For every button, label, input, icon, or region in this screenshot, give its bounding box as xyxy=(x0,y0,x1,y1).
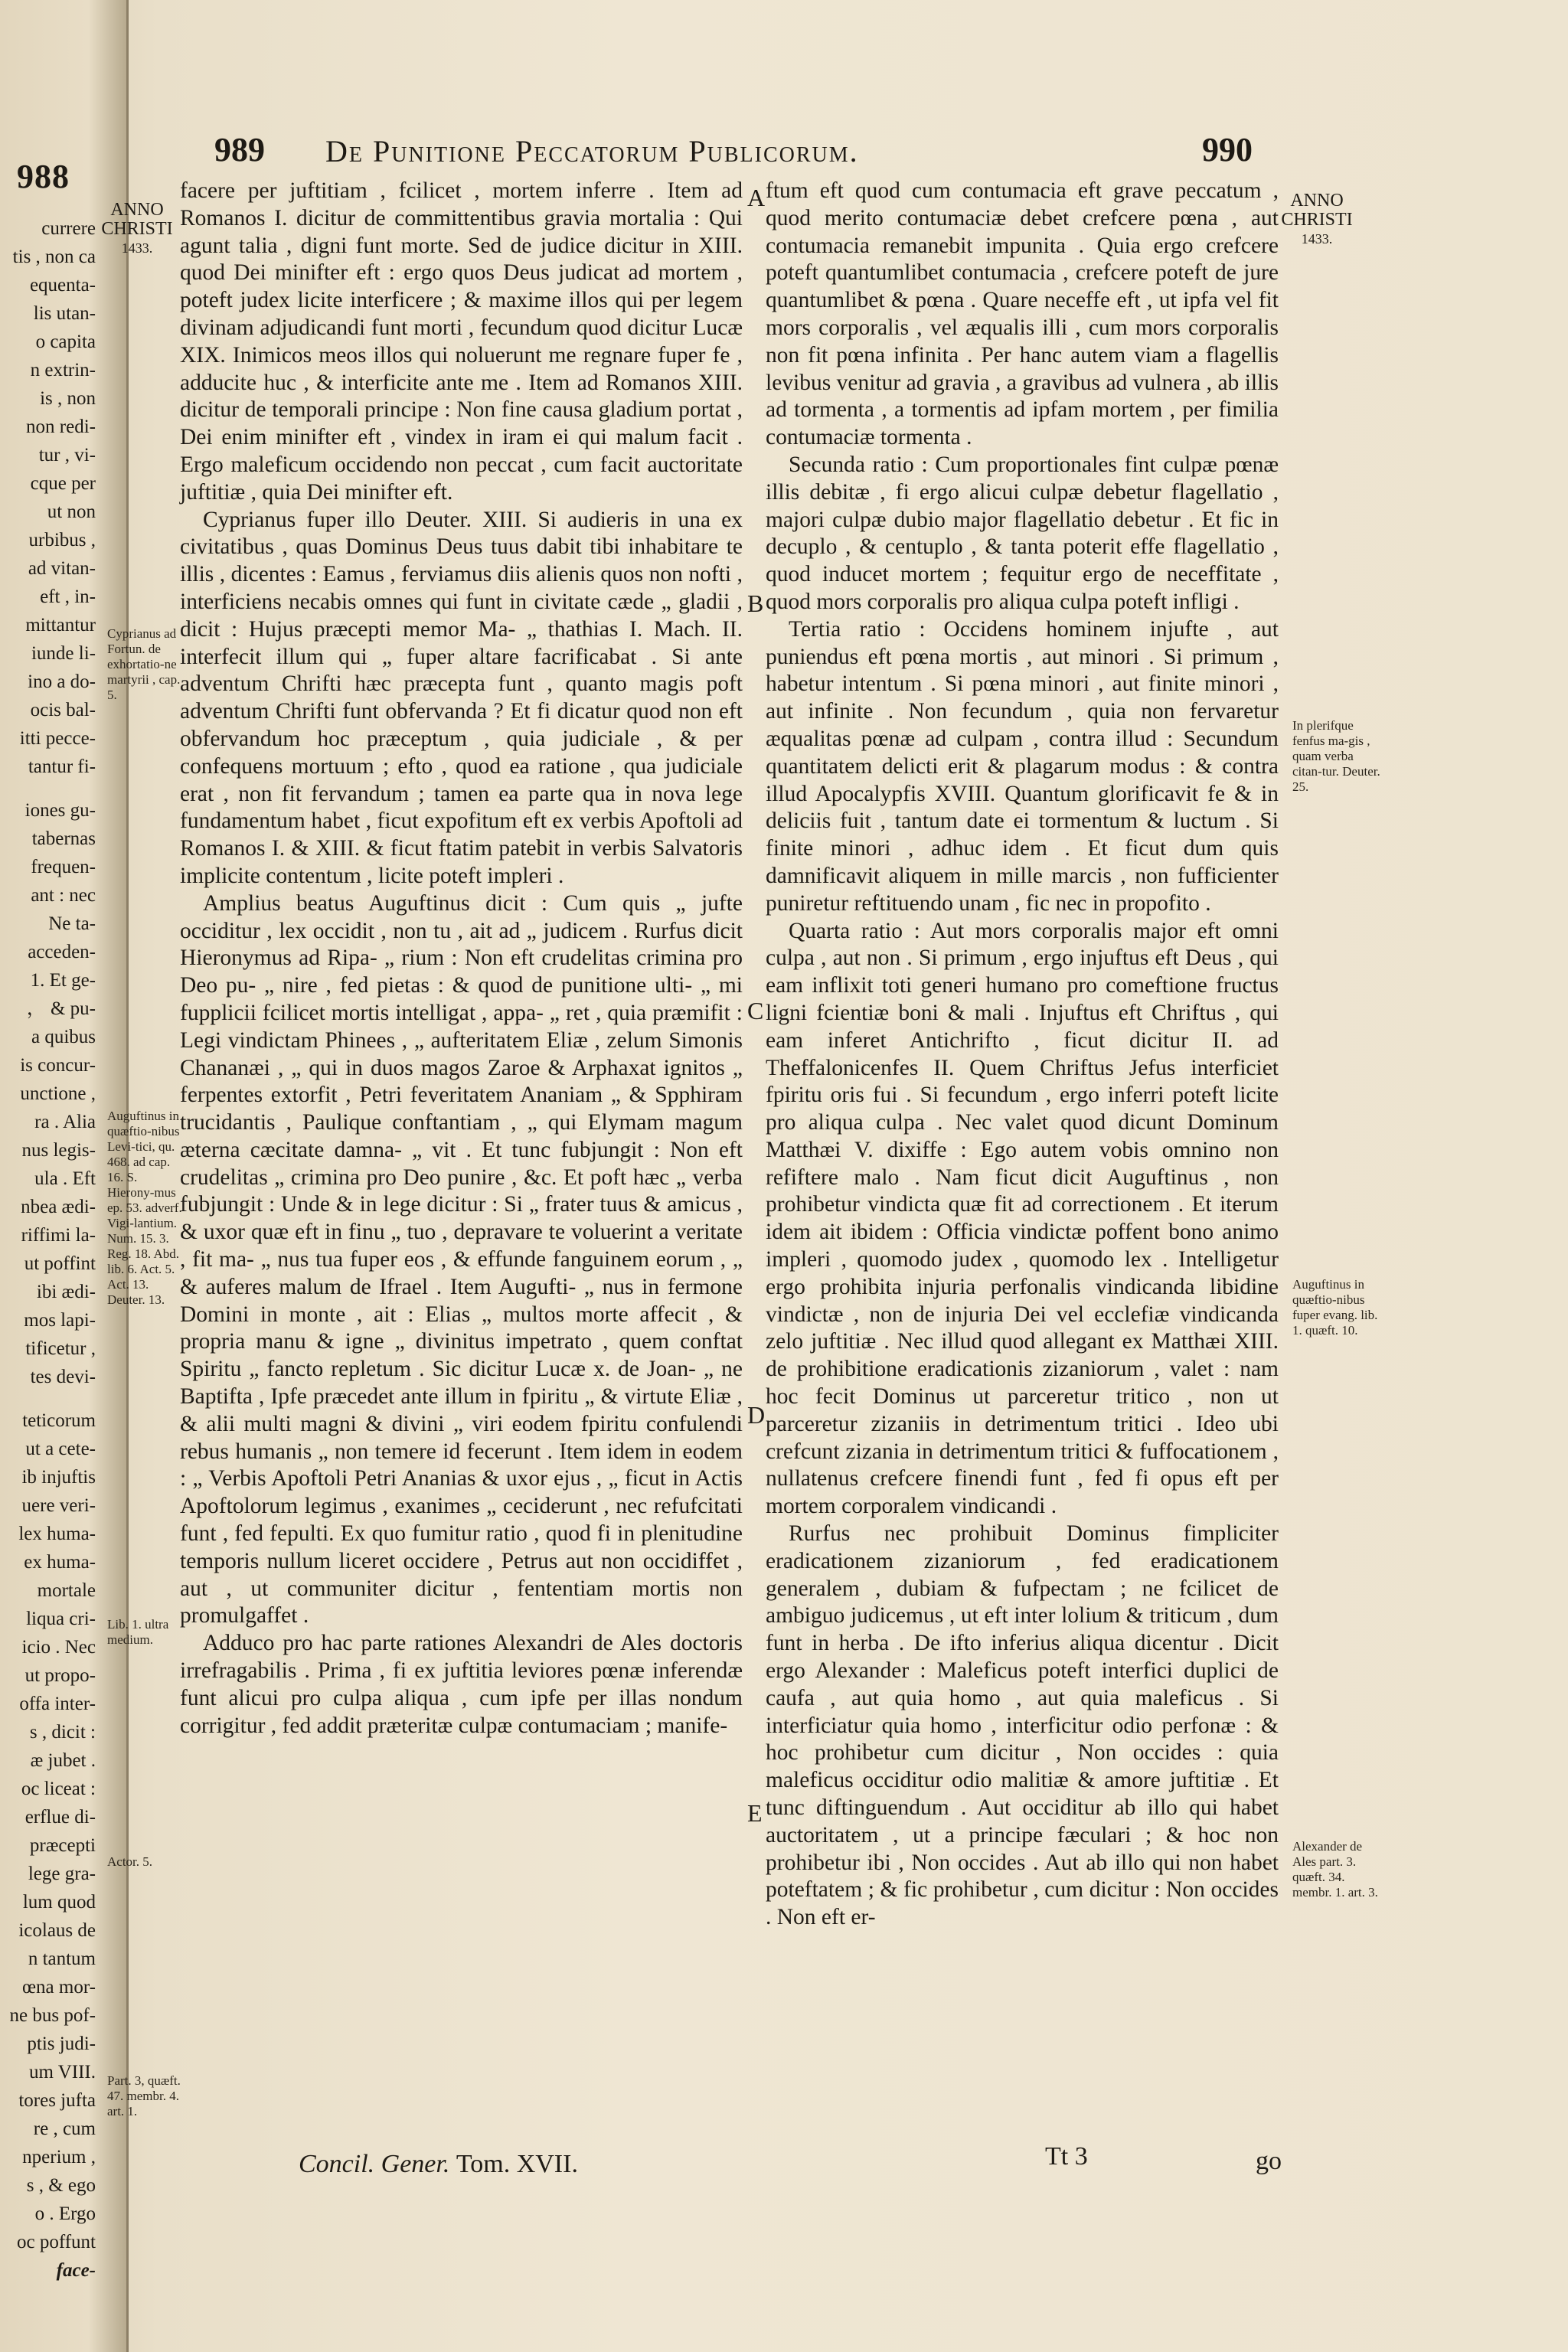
fragment-line: urbibus , xyxy=(28,530,96,550)
fragment-line: mortale xyxy=(37,1580,96,1601)
fragment-line: ino a do- xyxy=(28,671,96,692)
fragment-line: s , dicit : xyxy=(29,1722,96,1743)
paragraph: Cyprianus fuper illo Deuter. XIII. Si audieris in una ex civitatibus , quas Dominus Deus tuus dabit tibi inhabitare te illis , dicentes : Eamus , ferviamus diis alienis quos non nofti , interficiens necabis omnes qui funt in civitate cæde „ gladii , dicit : Hujus præcepti memor Ma- „ thathias I. Mach. II. interfecit illum qui „ fuper altare facrificabat . Si ante adventum Chrifti hæc præcepta funt , quanto magis poft adventum Chrifti funt obfervanda ? Et fi dicatur quod non eft obfervandum hoc præceptum , quia judiciale , & per confequens mortuum ; efto , quod ea ratione , qua judiciale erat , non fit fervandum ; tamen ea parte qua in nova lege fundamentum habet , ficut expofitum eft ex verbis Apoftoli ad Romanos I. & XIII. & ficut ftatim patebit in verbis Salvatoris implicite contentum , licite poteft impleri . xyxy=(180,507,743,888)
fragment-line: unctione , xyxy=(20,1083,96,1104)
fragment-line: ut a cete- xyxy=(25,1439,96,1459)
fragment-line: icio . Nec xyxy=(21,1637,96,1658)
fragment-line: erflue di- xyxy=(24,1807,96,1828)
fragment-line: a quibus xyxy=(31,1027,96,1047)
page-number-left: 989 xyxy=(214,131,265,168)
anno-christi-right xyxy=(1275,191,1359,249)
fragment-line: ula . Eft xyxy=(34,1168,96,1189)
fragment-line: is , non xyxy=(40,388,96,409)
anno-year: 1433. xyxy=(121,240,153,256)
fragment-line: tificetur , xyxy=(25,1338,96,1359)
fragment-line: lum quod xyxy=(22,1892,96,1913)
fragment-line: itti pecce- xyxy=(19,728,96,749)
fragment-line: teticorum xyxy=(22,1410,96,1431)
fragment-line: o . Ergo xyxy=(34,2203,96,2224)
paragraph: Amplius beatus Auguftinus dicit : Cum quis „ jufte occiditur , lex occidit , non tu , ait ad „ judicem . Rurfus dicit Hieronymus ad Ripa- „ rium : Non eft crudelitas crimina pro Deo pu- „ nire , fed pietas : & quod de punitione ulti- „ mi fupplicii fcilicet mortis intelligat , appa- „ ret , quia præmifit : Legi vindictam Phinees , „ aufteritatem Eliæ , zelum Simonis Chananæi , „ qui in duos magos Zaroe & Arphaxat ignitos „ ferpentes extorfit , Petri feveritatem Ananiam „ & Spphiram trucidantis , Paulique conftantiam , „ qui Elymam magum æterna cæcitate damna- „ vit . Et tunc fubjungit : Non eft crudelitas „ crimina pro Deo punire , &c. Et poft hæc „ verba fubjungit : Unde & in lege dicitur : Si „ frater tuus & amicus , & uxor quæ eft in finu „ tuo , depravare te voluerint a veritate , fit ma- „ nus tua fuper eos , & effunde fanguinem eorum , „ & auferes malum de Ifrael . Item Augufti- „ nus in fermone Domini in monte , ait : Elias „ multos morte affecit , & propria manu & igne „ divinitus impetrato , quem conftat Spiritu „ fancto repletum . Sic dicitur Lucæ x. de Joan- „ ne Baptifta , Ipfe præcedet ante illum in fpiritu „ & virtute Eliæ , & alii multi magni & divini „ viri eodem fpiritu confulendi rebus humanis „ non temere id fecerunt . Item idem in eodem : „ Verbis Apoftoli Petri Ananias & uxor ejus , „ ficut in Actis Apoftolorum legimus , exanimes „ ceciderunt , nec refufcitati funt , fed fepulti. Ex quo fumitur ratio , quod fi in plenitudine temporis nullum liceret occidere , Petrus aut non occidiffet , aut , ut communiter dicitur , fententiam mortis non promulgaffet . xyxy=(180,890,743,1628)
fragment-line: s , & ego xyxy=(26,2175,96,2196)
fragment-line: tores jufta xyxy=(18,2090,96,2111)
source-volume: Tom. XVII. xyxy=(456,2150,578,2178)
fragment-line: ut propo- xyxy=(24,1665,96,1686)
fragment-line: ocis bal- xyxy=(30,700,96,720)
fragment-line: œna mor- xyxy=(22,1977,96,1998)
fragment-line: equenta- xyxy=(29,275,96,296)
fragment-line: ne bus pof- xyxy=(9,2005,96,2026)
fragment-line: tis , non ca xyxy=(12,247,96,267)
fragment-line: ex huma- xyxy=(24,1552,96,1573)
fragment-line: ib injuftis xyxy=(21,1467,96,1488)
fragment-line: mos lapi- xyxy=(24,1310,96,1331)
anno-label: ANNO xyxy=(110,200,164,220)
fragment-line: lis utan- xyxy=(33,303,96,324)
fragment-line: mittantur xyxy=(25,615,96,635)
fragment-line: lege gra- xyxy=(28,1864,96,1884)
fragment-line: currere xyxy=(41,218,96,239)
catchword: go xyxy=(1256,2147,1282,2175)
fragment-line: eft , in- xyxy=(40,586,96,607)
paragraph: ftum eft quod cum contumacia eft grave peccatum , quod merito contumaciæ debet crefcere pœna , aut contumacia remanebit impunita . Quia ergo crefcere poteft quantumlibet contumacia , crefcere poteft de jure quantumlibet & pœna . Quare neceffe eft , ut ipfa vel fit mors corporalis , vel æqualis illi , cum mors corporalis non fit pœna infinita . Per hanc autem viam a flagellis levibus venitur ad gravia , a gravibus ad vulnera , ab illis ad tormenta , a tormentis ad ipfam mortem , per fimilia contumaciæ tormenta . xyxy=(766,178,1279,450)
fragment-line: tur , vi- xyxy=(38,445,96,466)
margin-note: Alexander de Ales part. 3. quæft. 34. membr. 1. art. 3. xyxy=(1292,1839,1378,1900)
fragment-line: nbea ædi- xyxy=(21,1197,96,1217)
margin-note: In plerifque fenfus ma-gis , quam verba citan-tur. Deuter. 25. xyxy=(1292,718,1380,794)
fragment-line: præcepti xyxy=(29,1835,96,1856)
fragment-line xyxy=(0,781,96,796)
left-page-fragment xyxy=(0,214,96,2285)
left-page-number: 988 xyxy=(17,158,70,195)
fragment-line: oc liceat : xyxy=(21,1779,96,1799)
right-text-column xyxy=(766,178,1279,1932)
fragment-line: n tantum xyxy=(28,1949,96,1969)
fragment-line: nus legis- xyxy=(21,1140,96,1161)
fragment-line: ut non xyxy=(47,501,96,522)
paragraph: facere per juftitiam , fcilicet , mortem inferre . Item ad Romanos I. dicitur de committentibus gravia mortalia : Qui agunt talia , digni funt morte. Sed de judice dicitur in XIII. quod Dei minifter eft : ergo quos Deus judicat ad mortem , poteft judex licite interficere ; & maxime illos qui per legem divinam adjudicandi funt morti , fecundum quod dicitur Lucæ XIX. Inimicos meos illos qui noluerunt me regnare fuper fe , adducite huc , & interficite ante me . Item ad Romanos XIII. dicitur de temporali principe : Non fine causa gladium portat , Dei enim minifter eft , vindex in iram ei qui malum facit . Ergo maleficum occidendo non peccat , cum facit auctoritate juftitiæ , quia Dei minifter eft. xyxy=(180,178,743,505)
margin-note: Part. 3, quæft. 47. membr. 4. art. 1. xyxy=(107,2073,181,2118)
christi-label: CHRISTI xyxy=(101,219,173,239)
fragment-line: n extrin- xyxy=(30,360,96,381)
fragment-line: ptis judi- xyxy=(27,2034,96,2054)
fragment-line: ant : nec xyxy=(31,885,96,906)
fragment-line: iunde li- xyxy=(31,643,96,664)
source-title: Concil. Gener. xyxy=(299,2150,450,2178)
fragment-line: iones gu- xyxy=(24,800,96,821)
fragment-line: non redi- xyxy=(26,416,96,437)
fragment-line: nperium , xyxy=(22,2147,96,2167)
fragment-line: cque per xyxy=(30,473,96,494)
christi-label: CHRISTI xyxy=(1281,210,1353,230)
margin-note: Actor. 5. xyxy=(107,1854,153,1869)
signature-mark: Tt 3 xyxy=(1045,2142,1088,2171)
paragraph: Rurfus nec prohibuit Dominus fimpliciter eradicationem zizaniorum , fed eradicationem generalem , dubiam & fufpectam ; ne fcilicet de ambiguo judicemus , ut eft inter lolium & triticum , dum funt in herba . De ifto inferius aliqua dicentur . Dicit ergo Alexander : Maleficus poteft interfici duplici de caufa , aut quia homo , aut quia maleficus . Si interficiatur quia homo , interficitur odio perfonæ : & hoc prohibetur cum dicitur , Non occides : quia maleficus occiditur odio malitiæ & amore juftitiæ . Et tunc diftinguendum . Aut occiditur ab illo qui habet auctoritatem , ut a principe fæculari ; & hoc non prohibetur ibi , Non occides . Aut ab illo qui non habet poteftatem ; & fic prohibetur , cum dicitur : Non occides . Non eft er- xyxy=(766,1521,1279,1930)
paragraph: Adduco pro hac parte rationes Alexandri de Ales doctoris irrefragabilis . Prima , fi ex juftitia leviores pœnæ inferendæ funt alicui pro culpa aliqua , cum ipfe per illas nondum corrigitur , fed addit præteritæ culpæ contumaciam ; manife- xyxy=(180,1631,743,1738)
margin-note: Auguftinus in quæftio-nibus Levi-tici, qu. 468. ad cap. 16. S. Hierony-mus ep. 53. adverf. Vigi-lantium. Num. 15. 3. Reg. 18. Abd. lib. 6. Act. 5. Act. 13. Deuter. 13. xyxy=(107,1109,182,1307)
fragment-line: is concur- xyxy=(20,1055,96,1076)
section-letter: C xyxy=(747,997,764,1024)
running-header xyxy=(130,130,1263,176)
fragment-line: acceden- xyxy=(28,942,96,962)
fragment-catchword: face- xyxy=(56,2260,96,2281)
fragment-line: um VIII. xyxy=(28,2062,96,2082)
fragment-line: oc poffunt xyxy=(17,2232,96,2252)
fragment-line: tes devi- xyxy=(30,1367,96,1387)
paragraph: Tertia ratio : Occidens hominem injufte , aut puniendus eft pœna mortis , aut minori . Si primum , habetur intentum . Si pœna minori , aut finite minori , aut infinite . Non fecundum , quia non fervaretur æqualitas pœnæ ad culpam , contra illud : Secundum quantitatem delicti erit & plagarum modus : & contra illud Apocalypfis XVIII. Quantum glorificavit fe & in deliciis fuit , tantum date ei tormentum & luctum . Si finite minori , adhuc idem . Et ficut dum quis damnificavit aliquem in mille marcis , non fufficienter puniretur reftituendo unam , fic nec in propofito . xyxy=(766,616,1279,916)
fragment-line: æ jubet . xyxy=(30,1750,96,1771)
fragment-line: ibi ædi- xyxy=(36,1282,96,1302)
fragment-line: o capita xyxy=(35,332,96,352)
section-letter: B xyxy=(747,590,764,617)
fragment-line: 1. Et ge- xyxy=(30,970,96,991)
fragment-line: offa inter- xyxy=(19,1694,96,1714)
section-letter: A xyxy=(747,184,766,211)
page-number-right: 990 xyxy=(1202,131,1253,168)
running-title: De Punitione Peccatorum Publicorum. xyxy=(325,134,859,168)
section-letter: E xyxy=(747,1799,763,1827)
fragment-line: icolaus de xyxy=(18,1920,96,1941)
margin-note: Lib. 1. ultra medium. xyxy=(107,1617,169,1647)
paragraph: Quarta ratio : Aut mors corporalis major eft omni culpa , aut non . Si primum , ergo injuftus eft Deus , qui eam inflixit toti generi humano pro comeftione fructus ligni fcientiæ boni & mali . Injuftus eft Chriftus , qui eam inferet Antichrifto , ficut dicitur II. ad Theffalonicenfes II. Quem Chriftus Jefus interficiet fpiritu oris fui . Si fecundum , ergo inferri poteft licite pro aliqua culpa . Nec valet quod dicunt Dominum Matthæi V. dixiffe : Ego autem vobis omnino non refiftere malo . Nam ficut dicit Auguftinus , non prohibetur vindicta quæ fit ad correctionem . Et iterum idem ait ibidem : Officia vindictæ poffent bono animo impleri , quomodo judex , quomodo lex . Intelligetur ergo prohibita injuria perfonalis vindicanda libidine vindictæ , non de injuria Dei vel ecclefiæ vindicanda zelo juftitiæ . Nec illud quod allegant ex Matthæi XIII. de prohibitione eradicationis zizaniorum , valet : nam hoc fecit Dominus ut parceretur tritico , non ut parceretur zizaniis in detrimentum tritici . Ideo ubi crefcunt zizania in detrimentum tritici & fuffocationem , nullatenus crefcere finendi funt , fed fi opus eft per mortem corporalem vindicandi . xyxy=(766,918,1279,1519)
anno-christi-left xyxy=(100,201,175,258)
anno-label: ANNO xyxy=(1290,191,1344,211)
fragment-line: ut poffint xyxy=(24,1253,96,1274)
fragment-line: liqua cri- xyxy=(26,1609,96,1629)
fragment-line xyxy=(0,1391,96,1406)
left-text-column xyxy=(180,178,743,1740)
paragraph: Secunda ratio : Cum proportionales fint culpæ pœnæ illis debitæ , fi ergo alicui culpæ debetur flagellatio , majori culpæ dubio major flagellatio debetur . Et fic in decuplo , & centuplo , & tanta poterit effe flagellatio , quod inducet mortem ; fequitur ergo de neceffitate , quod mors corporalis pro aliqua culpa poteft infligi . xyxy=(766,452,1279,614)
fragment-line: uere veri- xyxy=(21,1495,96,1516)
margin-note: Cyprianus ad Fortun. de exhortatio-ne martyrii , cap. 5. xyxy=(107,626,181,702)
fragment-line: ， & pu- xyxy=(26,998,96,1019)
footer-source xyxy=(299,2150,578,2179)
fragment-line: tantur fi- xyxy=(28,756,96,777)
anno-year: 1433. xyxy=(1301,231,1333,247)
fragment-line: re , cum xyxy=(33,2118,96,2139)
fragment-line: lex huma- xyxy=(18,1524,96,1544)
fragment-line: Ne ta- xyxy=(48,913,96,934)
fragment-line: frequen- xyxy=(31,857,96,877)
section-letter: D xyxy=(747,1401,766,1429)
fragment-line: ad vitan- xyxy=(28,558,96,579)
margin-note: Auguftinus in quæftio-nibus fuper evang. lib. 1. quæft. 10. xyxy=(1292,1277,1378,1338)
fragment-line: tabernas xyxy=(31,828,96,849)
fragment-line: riffimi la- xyxy=(21,1225,96,1246)
fragment-line: ra . Alia xyxy=(34,1112,96,1132)
